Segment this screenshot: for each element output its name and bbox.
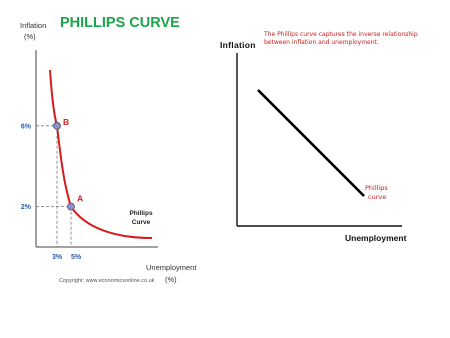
- right-chart: [220, 31, 418, 243]
- annotation-text: The Phillips curve captures the inverse relationship: [264, 31, 418, 38]
- curve-label: Phillips: [129, 210, 153, 217]
- point-a: [68, 203, 75, 210]
- left-y-axis-label: Inflation: [20, 21, 47, 30]
- left-y-tick-label: 2%: [20, 204, 31, 212]
- slide-title: PHILLIPS CURVE: [60, 15, 180, 31]
- left-x-tick-label: 3%: [51, 254, 63, 261]
- left-x-axis-label: Unemployment: [146, 263, 197, 272]
- right-curve-label: Phillips: [365, 184, 388, 192]
- right-curve-label: curve: [368, 193, 387, 201]
- left-y-tick-label: 6%: [20, 123, 31, 131]
- right-y-axis-label: Inflation: [220, 40, 256, 50]
- point-b: [54, 122, 61, 129]
- right-x-axis-label: Unemployment: [345, 233, 407, 243]
- left-y-axis-unit: (%): [24, 32, 36, 41]
- curve-label: Curve: [131, 219, 151, 226]
- point-b-label: B: [63, 116, 70, 127]
- left-chart: [20, 21, 197, 284]
- left-x-tick-label: 5%: [70, 254, 82, 261]
- right-phillips-line: [258, 90, 364, 196]
- copyright-text: Copyright: www.economicsonline.co.uk: [59, 278, 155, 284]
- point-a-label: A: [77, 193, 84, 204]
- left-x-axis-unit: (%): [165, 275, 177, 284]
- annotation-text: between inflation and unemployment.: [264, 39, 379, 46]
